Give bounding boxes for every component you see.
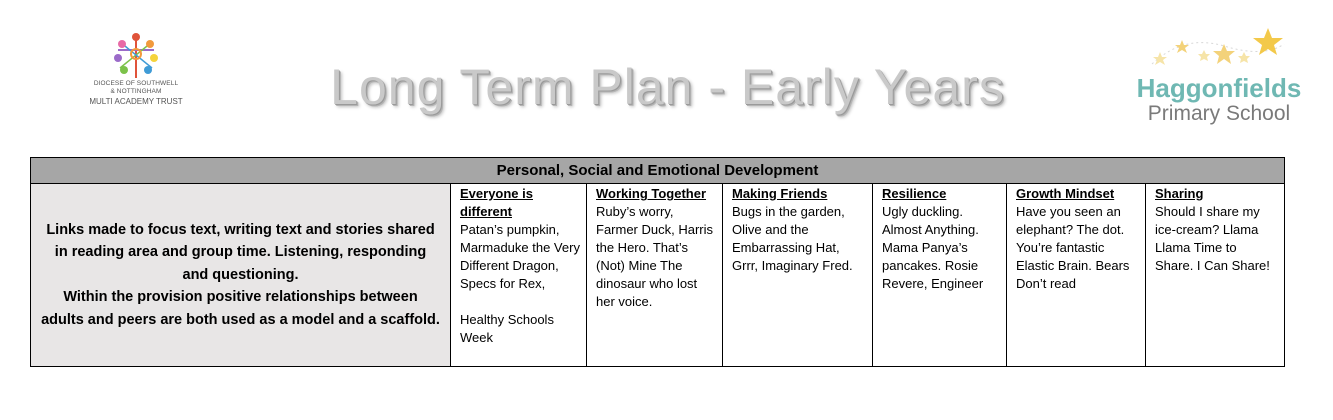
section-header-row	[31, 158, 1285, 184]
topic-text: Bugs in the garden, Olive and the Embarrassing Hat, Grrr, Imaginary Fred.	[732, 204, 853, 273]
topic-title: Working Together	[596, 186, 707, 201]
topic-text: Have you seen an elephant? The dot. You’re fantastic Elastic Brain. Bears Don’t read	[1016, 204, 1130, 291]
page-title: Long Term Plan - Early Years	[330, 59, 1005, 115]
content-row	[31, 184, 1285, 367]
topic-title: Resilience	[882, 186, 947, 201]
stars-icon	[1144, 24, 1314, 74]
topic-text: Patan’s pumpkin, Marmaduke the Very Different Dragon, Specs for Rex, Healthy Schools Week	[460, 222, 580, 345]
topic-cell	[1146, 184, 1285, 367]
trust-logo	[80, 32, 192, 124]
trust-emblem-icon	[106, 32, 166, 80]
topic-title: Everyone is different	[460, 186, 533, 219]
school-subtitle: Primary School	[1147, 102, 1291, 125]
topic-cell	[451, 184, 587, 367]
topic-text: Ugly duckling. Almost Anything. Mama Panya’s pancakes. Rosie Revere, Engineer	[882, 204, 984, 291]
trust-name-line1: DIOCESE OF SOUTHWELL	[93, 80, 179, 87]
school-name: Haggonfields	[1136, 73, 1302, 103]
school-logo	[1110, 24, 1315, 134]
plan-table	[30, 157, 1285, 367]
topic-title: Growth Mindset	[1016, 186, 1115, 201]
topic-cell	[873, 184, 1007, 367]
intro-text: Links made to focus text, writing text and stories shared in reading area and group time. Listening, responding and questioning. Within the provision positive relationships between adults and peers are both used as a model and a scaffold.	[41, 221, 440, 328]
topic-cell	[1007, 184, 1146, 367]
topic-title: Making Friends	[732, 186, 828, 201]
topic-text: Should I share my ice-cream? Llama Llama Time to Share. I Can Share!	[1155, 204, 1270, 273]
topic-text: Ruby’s worry, Farmer Duck, Harris the Hero. That’s (Not) Mine The dinosaur who lost her voice.	[596, 204, 714, 309]
trust-name-line2: & NOTTINGHAM	[110, 88, 162, 95]
trust-name-line3: MULTI ACADEMY TRUST	[89, 97, 183, 106]
topic-cell	[723, 184, 873, 367]
intro-cell	[31, 184, 451, 367]
topic-title: Sharing	[1155, 186, 1204, 201]
section-header: Personal, Social and Emotional Development	[31, 158, 1285, 184]
topic-cell	[587, 184, 723, 367]
